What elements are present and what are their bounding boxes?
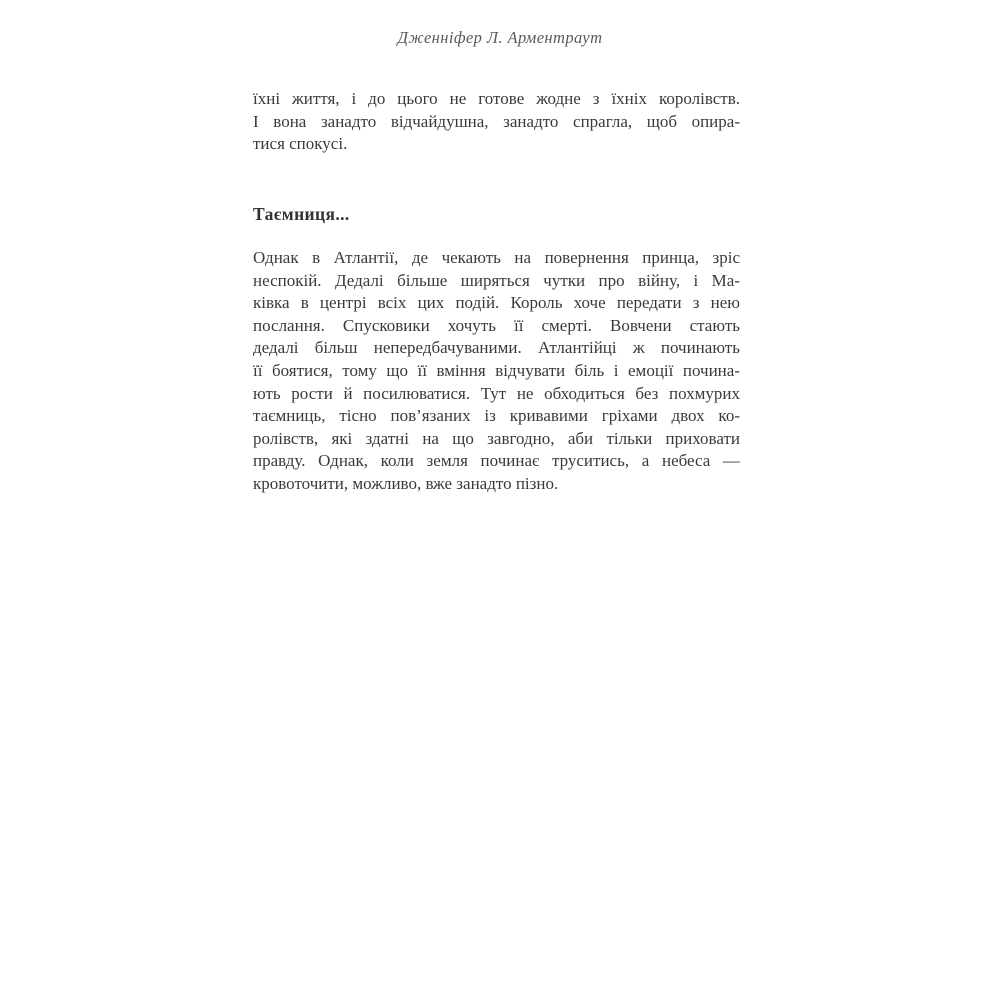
- text-line: дедалі більш непередбачуваними. Атлантійці ж починають: [253, 338, 740, 358]
- text-line: послання. Спусковики хочуть її смерті. Вовчени стають: [253, 315, 740, 335]
- running-header-author: Дженніфер Л. Арментраут: [397, 28, 603, 47]
- text-line: кровоточити, можливо, вже занадто пізно.: [253, 473, 559, 493]
- text-line: її боятися, тому що її вміння відчувати біль і емоції почина-: [253, 360, 740, 380]
- text-line: їхні життя, і до цього не готове жодне з їхніх королівств.: [253, 89, 740, 108]
- paragraph-continuation: [253, 88, 740, 156]
- section-heading: Таємниця...: [253, 204, 350, 224]
- text-line: тися спокусі.: [253, 134, 348, 154]
- text-line: І вона занадто відчайдушна, занадто спрагла, щоб опира-: [253, 111, 740, 131]
- text-line: таємниць, тісно пов’язаних із кривавими гріхами двох ко-: [253, 406, 740, 426]
- text-line: ківка в центрі всіх цих подій. Король хоче передати з нею: [253, 293, 740, 313]
- text-line: ролівств, які здатні на що завгодно, аби тільки приховати: [253, 428, 740, 448]
- text-line: правду. Однак, коли земля починає труситись, а небеса —: [253, 451, 740, 471]
- text-line: Однак в Атлантії, де чекають на повернення принца, зріс: [253, 248, 740, 267]
- text-line: неспокій. Дедалі більше ширяться чутки про війну, і Ма-: [253, 270, 740, 290]
- text-line: ють рости й посилюватися. Тут не обходиться без похмурих: [253, 383, 740, 403]
- paragraph-synopsis: [253, 247, 740, 496]
